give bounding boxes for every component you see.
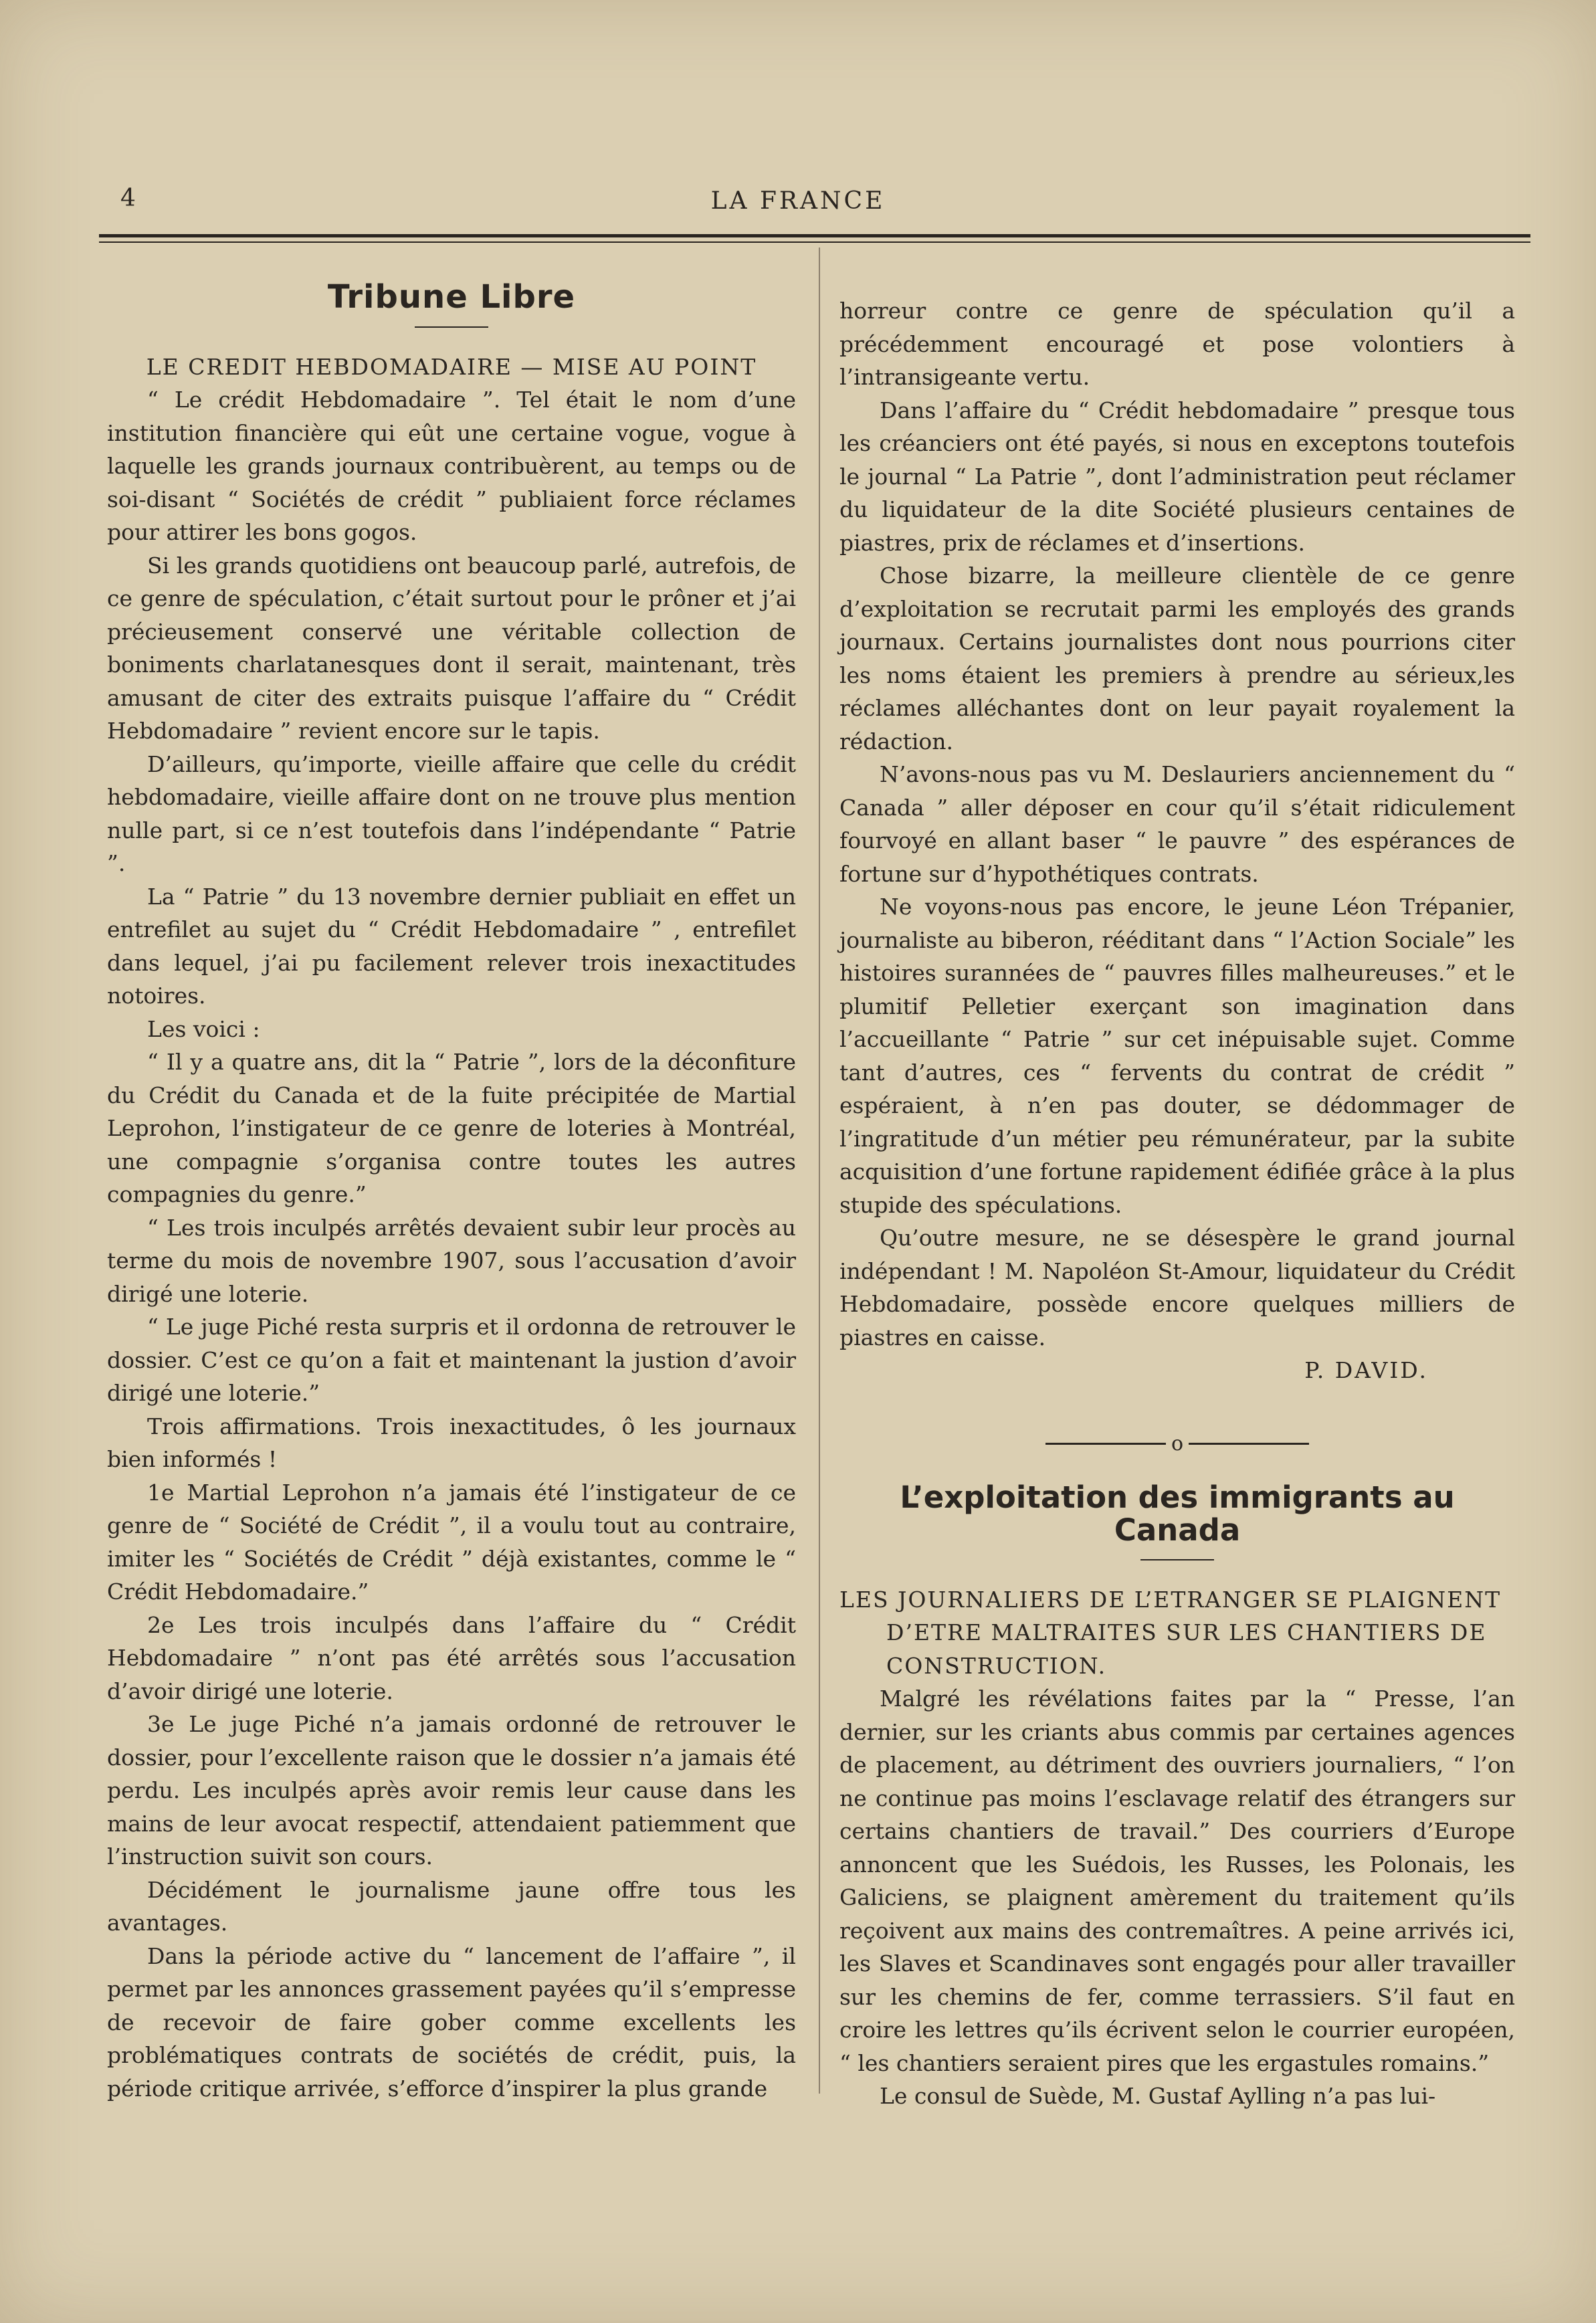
article-body-immigrants <box>839 1682 1515 2113</box>
article-paragraph: Dans l’affaire du “ Crédit hebdomadaire ” presque tous les créanciers ont été payés, si nous en exceptons toutefois le journal “ La Patrie ”, dont l’administration peut réclamer du liquidateur de la dite Société plusieurs centaines de piastres, prix de réclames et d’insertions. <box>839 397 1515 556</box>
article-paragraph: Le consul de Suède, M. Gustaf Aylling n’a pas lui- <box>880 2083 1436 2109</box>
newspaper-title: LA FRANCE <box>710 187 886 215</box>
article-paragraph: “ Il y a quatre ans, dit la “ Patrie ”, lors de la déconfiture du Crédit du Canada et de la fuite précipitée de Martial Leprohon, l’instigateur de ce genre de loteries à Montréal, une compagnie s’organisa contre toutes les autres compagnies du genre.” <box>107 1049 796 1207</box>
article-paragraph: Les voici : <box>147 1015 260 1042</box>
article-heading-immigrants: L’exploitation des immigrants au Canada <box>900 1479 1455 1548</box>
article-continuation: horreur contre ce genre de spéculation qu’il a précédemment encouragé et pose volontiers à l’intransigeante vertu. <box>839 298 1515 390</box>
article-paragraph: Chose bizarre, la meilleure clientèle de ce genre d’exploitation se recrutait parmi les employés des grands journaux. Certains journalistes dont nous pourrions citer les noms étaient les premiers à prendre au sérieux,les réclames alléchantes dont on leur payait royalement la rédaction. <box>839 563 1515 754</box>
page-number: 4 <box>120 185 136 212</box>
header-rule <box>99 234 1530 243</box>
heading-rule <box>415 326 488 328</box>
article-paragraph: N’avons-nous pas vu M. Deslauriers anciennement du “ Canada ” aller déposer en cour qu’il s’était ridiculement fourvoyé en allant baser “ le pauvre ” des espérances de fortune sur d’hypothétiques contrats. <box>839 761 1515 887</box>
article-body <box>107 383 796 2105</box>
article-paragraph: Ne voyons-nous pas encore, le jeune Léon Trépanier, journaliste au biberon, rééditant dans “ l’Action Sociale” les histoires surannées de “ pauvres filles malheureuses.” et le plumitif Pelletier exerçant son imagination dans l’accueillante “ Patrie ” sur cet inépuisable sujet. Comme tant d’autres, ces “ fervents du contrat de crédit ” espéraient, à n’en pas douter, se dédommager de l’ingratitude d’un métier peu rémunérateur, par la subite acquisition d’une fortune rapidement édifiée grâce à la plus stupide des spéculations. <box>839 894 1515 1218</box>
ornament-rule-right <box>1189 1443 1309 1445</box>
right-column <box>839 294 1515 2113</box>
article-paragraph: Si les grands quotidiens ont beaucoup parlé, autrefois, de ce genre de spéculation, c’était surtout pour le prôner et j’ai précieusement conservé une véritable collection de boniments charlatanesques dont il serait, maintenant, très amusant de citer des extraits puisque l’affaire du “ Crédit Hebdomadaire ” revient encore sur le tapis. <box>107 552 796 744</box>
left-column <box>107 278 796 2105</box>
article-paragraph: 2e Les trois inculpés dans l’affaire du “ Crédit Hebdomadaire ” n’ont pas été arrêtés sous l’accusation d’avoir dirigé une loterie. <box>107 1611 796 1704</box>
section-heading: Tribune Libre <box>327 278 576 316</box>
article-paragraph: Décidément le journalisme jaune offre tous les avantages. <box>107 1876 796 1936</box>
section-ornament <box>839 1431 1515 1455</box>
article-paragraph: 1e Martial Leprohon n’a jamais été l’instigateur de ce genre de “ Société de Crédit ”, il a voulu tout au contraire, imiter les “ Sociétés de Crédit ” déjà existantes, comme le “ Crédit Hebdomadaire.” <box>107 1479 796 1605</box>
article-body-continued <box>839 394 1515 1354</box>
author-signature: P. DAVID. <box>1304 1357 1428 1383</box>
article-paragraph: “ Le juge Piché resta surpris et il ordonna de retrouver le dossier. C’est ce qu’on a fait et maintenant la justion d’avoir dirigé une loterie.” <box>107 1314 796 1406</box>
ornament-circle: o <box>1171 1431 1184 1455</box>
article-paragraph: Qu’outre mesure, ne se désespère le grand journal indépendant ! M. Napoléon St-Amour, liquidateur du Crédit Hebdomadaire, possède encore quelques milliers de piastres en caisse. <box>839 1225 1515 1350</box>
ornament-rule-left <box>1045 1443 1166 1445</box>
article-paragraph: La “ Patrie ” du 13 novembre dernier publiait en effet un entrefilet au sujet du “ Crédit Hebdomadaire ” , entrefilet dans lequel, j’ai pu facilement relever trois inexactitudes notoires. <box>107 883 796 1009</box>
article-paragraph: Malgré les révélations faites par la “ Presse, l’an dernier, sur les criants abus commis par certaines agences de placement, au détriment des ouvriers journaliers, “ l’on ne continue pas moins l’esclavage relatif des étrangers sur certains chantiers de travail.” Des courriers d’Europe annoncent que les Suédois, les Russes, les Polonais, les Galiciens, se plaignent amèrement du traitement qu’ils reçoivent aux mains des contremaîtres. A peine arrivés ici, les Slaves et Scandinaves sont engagés pour aller travailler sur les chemins de fer, comme terrassiers. S’il faut en croire les lettres qu’ils écrivent selon le courrier européen, “ les chantiers seraient pires que les ergastules romains.” <box>839 1686 1515 2076</box>
article-paragraph: “ Le crédit Hebdomadaire ”. Tel était le nom d’une institution financière qui eût une certaine vogue, vogue à laquelle les grands journaux contribuèrent, au temps ou de soi-disant “ Sociétés de crédit ” publiaient force réclames pour attirer les bons gogos. <box>107 387 796 545</box>
heading-rule-2 <box>1140 1559 1214 1560</box>
article-paragraph: Trois affirmations. Trois inexactitudes, ô les journaux bien informés ! <box>107 1413 796 1472</box>
column-divider <box>819 247 820 2094</box>
article-subheading-immigrants: LES JOURNALIERS DE L’ETRANGER SE PLAIGNENT D’ETRE MALTRAITES SUR LES CHANTIERS DE CONSTRUCTION. <box>839 1586 1502 1679</box>
article-paragraph: 3e Le juge Piché n’a jamais ordonné de retrouver le dossier, pour l’excellente raison que le dossier n’a jamais été perdu. Les inculpés après avoir remis leur cause dans les mains de leur avocat respectif, attendaient patiemment que l’instruction suivit son cours. <box>107 1711 796 1870</box>
article-paragraph: D’ailleurs, qu’importe, vieille affaire que celle du crédit hebdomadaire, vieille affaire dont on ne trouve plus mention nulle part, si ce n’est toutefois dans l’indépendante “ Patrie ”. <box>107 750 796 876</box>
article-paragraph: Dans la période active du “ lancement de l’affaire ”, il permet par les annonces grassement payées qu’il s’empresse de recevoir de faire gober comme excellents les problématiques contrats de sociétés de crédit, puis, la période critique arrivée, s’efforce d’inspirer la plus grande <box>107 1942 796 2102</box>
article-subheading: LE CREDIT HEBDOMADAIRE — MISE AU POINT <box>146 353 757 380</box>
article-paragraph: “ Les trois inculpés arrêtés devaient subir leur procès au terme du mois de novembre 1907, sous l’accusation d’avoir dirigé une loterie. <box>107 1214 796 1307</box>
